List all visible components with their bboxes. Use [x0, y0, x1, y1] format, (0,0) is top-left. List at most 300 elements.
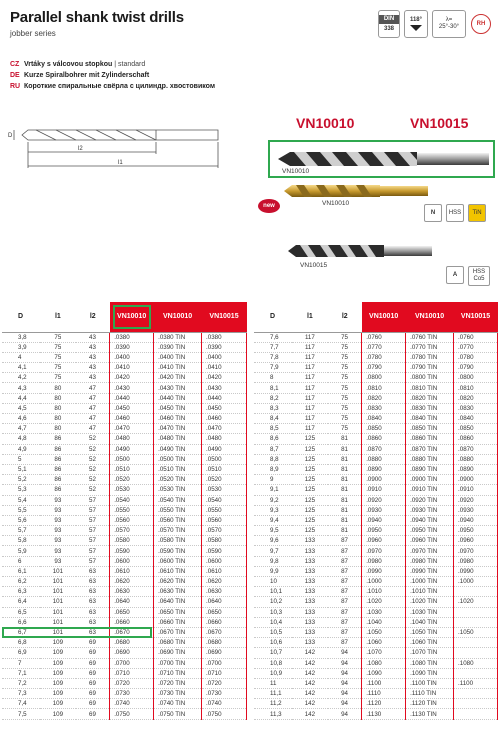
table-row — [2, 638, 247, 648]
cell-l2: 87 — [328, 587, 362, 597]
cell-d: 3,8 — [2, 332, 40, 342]
cell-vn10015: .1100 — [454, 678, 498, 688]
model-header-vn10015: VN10015 — [410, 115, 469, 131]
cell-vn10015: .1050 — [454, 627, 498, 637]
table-row — [254, 424, 498, 434]
cell-l1: 125 — [292, 434, 328, 444]
cell-vn10010: .0780 — [362, 352, 406, 362]
cell-d: 8,1 — [254, 383, 292, 393]
cell-vn10015: .1080 — [454, 658, 498, 668]
cell-vn10010-tin: .0800 TIN — [406, 373, 454, 383]
cell-vn10010: .1020 — [362, 597, 406, 607]
cell-vn10015: .0580 — [202, 536, 247, 546]
col-header-vn10015: VN10015 — [454, 302, 498, 332]
cell-vn10015: .0780 — [454, 352, 498, 362]
cell-d: 7,6 — [254, 332, 292, 342]
cell-l1: 75 — [40, 352, 76, 362]
cell-l1: 109 — [40, 709, 76, 719]
cell-vn10010: .0600 — [110, 556, 154, 566]
cell-l2: 63 — [76, 617, 110, 627]
cell-vn10010: .1000 — [362, 577, 406, 587]
cell-vn10010: .0930 — [362, 505, 406, 515]
cell-vn10015: .0900 — [454, 475, 498, 485]
tin-label: TiN — [472, 210, 482, 216]
cell-vn10015 — [454, 709, 498, 719]
cell-l1: 93 — [40, 515, 76, 525]
cell-vn10010: .1030 — [362, 607, 406, 617]
cell-d: 11,1 — [254, 689, 292, 699]
cell-d: 8,7 — [254, 444, 292, 454]
cell-l2: 75 — [328, 403, 362, 413]
cell-d: 9,8 — [254, 556, 292, 566]
col-header-d: D — [2, 302, 40, 332]
cell-vn10015: .1000 — [454, 577, 498, 587]
table-header-row — [2, 302, 247, 332]
table-row — [254, 393, 498, 403]
cell-vn10015 — [454, 607, 498, 617]
cell-vn10010-tin: .1060 TIN — [406, 638, 454, 648]
cell-vn10015: .0740 — [202, 699, 247, 709]
cell-vn10010: .0850 — [362, 424, 406, 434]
cell-d: 9 — [254, 475, 292, 485]
cell-l1: 101 — [40, 597, 76, 607]
cell-l2: 81 — [328, 485, 362, 495]
cell-vn10010-tin: .0460 TIN — [154, 414, 202, 424]
col-header-d: D — [254, 302, 292, 332]
drill-label-1: VN10010 — [282, 168, 310, 175]
lang-code: CZ — [10, 61, 20, 68]
cell-l1: 93 — [40, 536, 76, 546]
cell-d: 9,9 — [254, 566, 292, 576]
cell-vn10015: .0800 — [454, 373, 498, 383]
cell-vn10015 — [454, 587, 498, 597]
cell-vn10015: .0670 — [202, 627, 247, 637]
table-row — [254, 658, 498, 668]
table-row — [2, 332, 247, 342]
cell-vn10010-tin: .0540 TIN — [154, 495, 202, 505]
table-body-right — [254, 332, 498, 719]
cell-d: 10,8 — [254, 658, 292, 668]
cell-l2: 63 — [76, 577, 110, 587]
cell-vn10015: .0870 — [454, 444, 498, 454]
cell-vn10010: .0470 — [110, 424, 154, 434]
cell-vn10010-tin: .1040 TIN — [406, 617, 454, 627]
cell-vn10010: .0720 — [110, 678, 154, 688]
lang-code: DE — [10, 72, 20, 79]
cell-vn10010: .0650 — [110, 607, 154, 617]
cell-vn10010: .1040 — [362, 617, 406, 627]
cell-vn10015: .0460 — [202, 414, 247, 424]
table-row — [254, 648, 498, 658]
table-row — [2, 383, 247, 393]
table-row — [254, 678, 498, 688]
cell-vn10015: .0650 — [202, 607, 247, 617]
table-row — [254, 709, 498, 719]
cell-vn10015: .0520 — [202, 475, 247, 485]
cell-vn10015 — [454, 648, 498, 658]
table-row — [2, 403, 247, 413]
cell-vn10015: .0480 — [202, 434, 247, 444]
table-row — [254, 556, 498, 566]
cell-vn10010-tin: .0650 TIN — [154, 607, 202, 617]
table-row — [254, 352, 498, 362]
cell-d: 10,4 — [254, 617, 292, 627]
cell-vn10015: .0820 — [454, 393, 498, 403]
cell-vn10010: .0630 — [110, 587, 154, 597]
helix-angle-badge — [432, 10, 466, 38]
cell-d: 7,9 — [254, 363, 292, 373]
cell-vn10015: .0700 — [202, 658, 247, 668]
cell-d: 6,1 — [2, 566, 40, 576]
cell-vn10010: .0570 — [110, 526, 154, 536]
cell-vn10010: .0410 — [110, 363, 154, 373]
cell-vn10010: .0990 — [362, 566, 406, 576]
cell-l2: 52 — [76, 434, 110, 444]
cell-vn10010-tin: .1080 TIN — [406, 658, 454, 668]
cell-d: 5,9 — [2, 546, 40, 556]
cell-d: 10 — [254, 577, 292, 587]
cell-l1: 125 — [292, 464, 328, 474]
cell-l1: 142 — [292, 668, 328, 678]
cell-vn10010: .1070 — [362, 648, 406, 658]
cell-l1: 75 — [40, 363, 76, 373]
cell-l1: 133 — [292, 597, 328, 607]
cell-vn10010: .0970 — [362, 546, 406, 556]
cell-l1: 93 — [40, 526, 76, 536]
cell-vn10010: .0940 — [362, 515, 406, 525]
cell-vn10010-tin: .0960 TIN — [406, 536, 454, 546]
cell-d: 8 — [254, 373, 292, 383]
table-row — [2, 607, 247, 617]
cell-d: 5,1 — [2, 464, 40, 474]
cell-vn10010: .0830 — [362, 403, 406, 413]
cell-l1: 142 — [292, 658, 328, 668]
cell-l2: 94 — [328, 709, 362, 719]
table-row — [2, 597, 247, 607]
table-row — [2, 495, 247, 505]
cell-l1: 86 — [40, 475, 76, 485]
din-value: 338 — [383, 26, 394, 32]
cell-vn10010: .0620 — [110, 577, 154, 587]
cell-l1: 86 — [40, 434, 76, 444]
cell-l2: 69 — [76, 638, 110, 648]
col-header-l1: l1 — [40, 302, 76, 332]
cell-vn10015: .0640 — [202, 597, 247, 607]
table-row — [2, 546, 247, 556]
cell-vn10010: .1050 — [362, 627, 406, 637]
cell-l1: 117 — [292, 383, 328, 393]
col-header-vn10010: VN10010 — [110, 302, 154, 332]
cell-l1: 133 — [292, 638, 328, 648]
cell-vn10010: .1100 — [362, 678, 406, 688]
table-row — [254, 363, 498, 373]
cell-d: 6,9 — [2, 648, 40, 658]
cell-l2: 69 — [76, 658, 110, 668]
col-header-vn10015: VN10015 — [202, 302, 247, 332]
cell-vn10010: .0590 — [110, 546, 154, 556]
cell-vn10015: .0790 — [454, 363, 498, 373]
type-n-badge — [424, 204, 442, 222]
cell-vn10010-tin: .1120 TIN — [406, 699, 454, 709]
cell-vn10015: .0770 — [454, 342, 498, 352]
cell-l1: 109 — [40, 638, 76, 648]
cell-vn10010-tin: .0570 TIN — [154, 526, 202, 536]
cell-vn10010-tin: .0550 TIN — [154, 505, 202, 515]
cell-l2: 81 — [328, 526, 362, 536]
din-badge — [378, 10, 400, 38]
cell-l1: 86 — [40, 464, 76, 474]
cell-d: 5,6 — [2, 515, 40, 525]
cell-l1: 117 — [292, 393, 328, 403]
table-header-row — [254, 302, 498, 332]
cell-l2: 75 — [328, 332, 362, 342]
cell-vn10015: .0950 — [454, 526, 498, 536]
cell-l2: 75 — [328, 352, 362, 362]
cell-l1: 133 — [292, 556, 328, 566]
cell-vn10010: .0800 — [362, 373, 406, 383]
cell-vn10010: .0430 — [110, 383, 154, 393]
cell-d: 10,5 — [254, 627, 292, 637]
table-row — [254, 638, 498, 648]
cell-l2: 57 — [76, 546, 110, 556]
cell-l2: 47 — [76, 393, 110, 403]
cell-vn10010: .1120 — [362, 699, 406, 709]
cell-l2: 94 — [328, 668, 362, 678]
hssco-badge — [468, 266, 490, 286]
cell-vn10015: .0500 — [202, 454, 247, 464]
cell-vn10015: .0810 — [454, 383, 498, 393]
cell-l1: 109 — [40, 689, 76, 699]
cell-vn10010-tin: .1000 TIN — [406, 577, 454, 587]
cell-vn10010-tin: .0470 TIN — [154, 424, 202, 434]
cell-vn10015: .0860 — [454, 434, 498, 444]
cell-d: 9,1 — [254, 485, 292, 495]
cell-l1: 93 — [40, 495, 76, 505]
cell-d: 7,2 — [2, 678, 40, 688]
cell-d: 9,7 — [254, 546, 292, 556]
table-row — [2, 373, 247, 383]
cell-d: 10,2 — [254, 597, 292, 607]
cell-d: 5,2 — [2, 475, 40, 485]
cell-l2: 57 — [76, 505, 110, 515]
tin-badge — [468, 204, 486, 222]
cell-l1: 101 — [40, 577, 76, 587]
cell-l2: 52 — [76, 485, 110, 495]
cell-l2: 52 — [76, 475, 110, 485]
cell-l1: 133 — [292, 546, 328, 556]
cell-vn10015: .0930 — [454, 505, 498, 515]
cell-d: 6 — [2, 556, 40, 566]
cell-vn10015: .0400 — [202, 352, 247, 362]
cell-vn10010-tin: .0790 TIN — [406, 363, 454, 373]
table-row — [2, 414, 247, 424]
lang-row-cz — [10, 59, 215, 70]
cell-l2: 81 — [328, 464, 362, 474]
table-body-left — [2, 332, 247, 719]
cell-l2: 87 — [328, 638, 362, 648]
cell-l2: 43 — [76, 332, 110, 342]
cell-l2: 87 — [328, 536, 362, 546]
type-n-label: N — [430, 210, 436, 216]
cell-l2: 81 — [328, 505, 362, 515]
cell-vn10010-tin: .0920 TIN — [406, 495, 454, 505]
cell-vn10010-tin: .0890 TIN — [406, 464, 454, 474]
cell-vn10015: .0920 — [454, 495, 498, 505]
cell-vn10010: .1130 — [362, 709, 406, 719]
helix-range: 25°-30° — [438, 24, 460, 30]
cell-l2: 57 — [76, 515, 110, 525]
cell-d: 10,3 — [254, 607, 292, 617]
lang-text: Vrtáky s válcovou stopkou — [23, 61, 113, 68]
cell-vn10010-tin: .0600 TIN — [154, 556, 202, 566]
table-row — [2, 444, 247, 454]
table-row — [2, 454, 247, 464]
cell-vn10010-tin: .0700 TIN — [154, 658, 202, 668]
cell-d: 4 — [2, 352, 40, 362]
cell-d: 8,4 — [254, 414, 292, 424]
cell-l2: 87 — [328, 577, 362, 587]
cell-d: 10,1 — [254, 587, 292, 597]
table-row — [254, 414, 498, 424]
drill-dimension-sketch — [6, 118, 231, 178]
cell-l2: 87 — [328, 546, 362, 556]
cell-vn10010: .0740 — [110, 699, 154, 709]
cell-d: 7,7 — [254, 342, 292, 352]
cell-vn10010-tin: .1130 TIN — [406, 709, 454, 719]
lang-row-de — [10, 70, 215, 81]
sketch-d-label: D — [8, 133, 13, 139]
cell-l1: 75 — [40, 332, 76, 342]
cell-vn10010-tin: .0770 TIN — [406, 342, 454, 352]
cell-vn10015: .0660 — [202, 617, 247, 627]
cell-l1: 142 — [292, 648, 328, 658]
cell-vn10010-tin: .1010 TIN — [406, 587, 454, 597]
cell-vn10010: .0610 — [110, 566, 154, 576]
cell-vn10010: .0710 — [110, 668, 154, 678]
cell-vn10010: .0950 — [362, 526, 406, 536]
table-row — [2, 464, 247, 474]
cell-d: 10,6 — [254, 638, 292, 648]
cell-l1: 125 — [292, 526, 328, 536]
cell-d: 4,7 — [2, 424, 40, 434]
cell-vn10015: .0590 — [202, 546, 247, 556]
cell-vn10010-tin: .0900 TIN — [406, 475, 454, 485]
cell-l2: 94 — [328, 658, 362, 668]
cell-vn10015: .0990 — [454, 566, 498, 576]
cell-d: 9,6 — [254, 536, 292, 546]
cell-vn10010-tin: .0910 TIN — [406, 485, 454, 495]
cell-vn10015: .0680 — [202, 638, 247, 648]
cell-l1: 86 — [40, 444, 76, 454]
cell-vn10010-tin: .0670 TIN — [154, 627, 202, 637]
cell-l1: 117 — [292, 332, 328, 342]
cell-vn10015 — [454, 668, 498, 678]
cell-vn10010-tin: .0520 TIN — [154, 475, 202, 485]
cell-vn10015: .0610 — [202, 566, 247, 576]
cell-vn10010-tin: .0590 TIN — [154, 546, 202, 556]
cell-vn10015: .0690 — [202, 648, 247, 658]
table-row — [2, 393, 247, 403]
table-row — [2, 536, 247, 546]
cell-vn10010: .0820 — [362, 393, 406, 403]
cell-vn10010: .0900 — [362, 475, 406, 485]
cell-vn10010: .0380 — [110, 332, 154, 342]
cell-l2: 75 — [328, 383, 362, 393]
cell-vn10010: .0500 — [110, 454, 154, 464]
cell-l2: 87 — [328, 566, 362, 576]
cell-d: 6,2 — [2, 577, 40, 587]
cell-d: 10,7 — [254, 648, 292, 658]
cell-l2: 75 — [328, 424, 362, 434]
cell-vn10010: .0420 — [110, 373, 154, 383]
cell-vn10015: .0630 — [202, 587, 247, 597]
cell-l1: 125 — [292, 495, 328, 505]
cell-l2: 87 — [328, 607, 362, 617]
cell-d: 8,5 — [254, 424, 292, 434]
cell-vn10010-tin: .0440 TIN — [154, 393, 202, 403]
spec-badges — [378, 10, 492, 38]
cell-vn10010: .1010 — [362, 587, 406, 597]
table-row — [254, 515, 498, 525]
col-header-l1: l1 — [292, 302, 328, 332]
col-header-vn10010-tin: VN10010 — [154, 302, 202, 332]
cell-vn10010: .0540 — [110, 495, 154, 505]
cell-d: 5,4 — [2, 495, 40, 505]
cell-d: 8,8 — [254, 454, 292, 464]
cell-d: 6,7 — [2, 627, 40, 637]
cell-vn10010-tin: .0820 TIN — [406, 393, 454, 403]
table-row — [254, 546, 498, 556]
cell-l1: 80 — [40, 393, 76, 403]
table-row — [2, 352, 247, 362]
table-row — [254, 597, 498, 607]
table-row — [2, 648, 247, 658]
drill-image-vn10010-tin — [280, 180, 430, 202]
cell-d: 8,6 — [254, 434, 292, 444]
col-header-l2: l2 — [76, 302, 110, 332]
cell-l1: 80 — [40, 383, 76, 393]
cell-vn10010-tin: .0760 TIN — [406, 332, 454, 342]
cell-d: 5,5 — [2, 505, 40, 515]
cell-l1: 133 — [292, 627, 328, 637]
cell-l1: 125 — [292, 505, 328, 515]
cell-l2: 43 — [76, 363, 110, 373]
cell-l1: 125 — [292, 485, 328, 495]
table-row — [2, 505, 247, 515]
cell-d: 7,8 — [254, 352, 292, 362]
table-row — [254, 699, 498, 709]
cell-vn10010-tin: .0780 TIN — [406, 352, 454, 362]
cell-vn10010: .0450 — [110, 403, 154, 413]
cell-vn10010: .0490 — [110, 444, 154, 454]
cell-l2: 69 — [76, 668, 110, 678]
cell-vn10010: .0980 — [362, 556, 406, 566]
new-badge: new — [258, 199, 280, 213]
cell-vn10010: .0640 — [110, 597, 154, 607]
cell-vn10010-tin: .0450 TIN — [154, 403, 202, 413]
cell-l1: 133 — [292, 577, 328, 587]
lang-code: RU — [10, 83, 21, 90]
cell-vn10010-tin: .0860 TIN — [406, 434, 454, 444]
cell-d: 4,6 — [2, 414, 40, 424]
table-row — [254, 342, 498, 352]
cell-l2: 75 — [328, 414, 362, 424]
cell-l2: 69 — [76, 648, 110, 658]
cell-vn10010: .0750 — [110, 709, 154, 719]
cell-vn10015: .0970 — [454, 546, 498, 556]
cell-d: 6,8 — [2, 638, 40, 648]
hss-badge — [446, 204, 464, 222]
